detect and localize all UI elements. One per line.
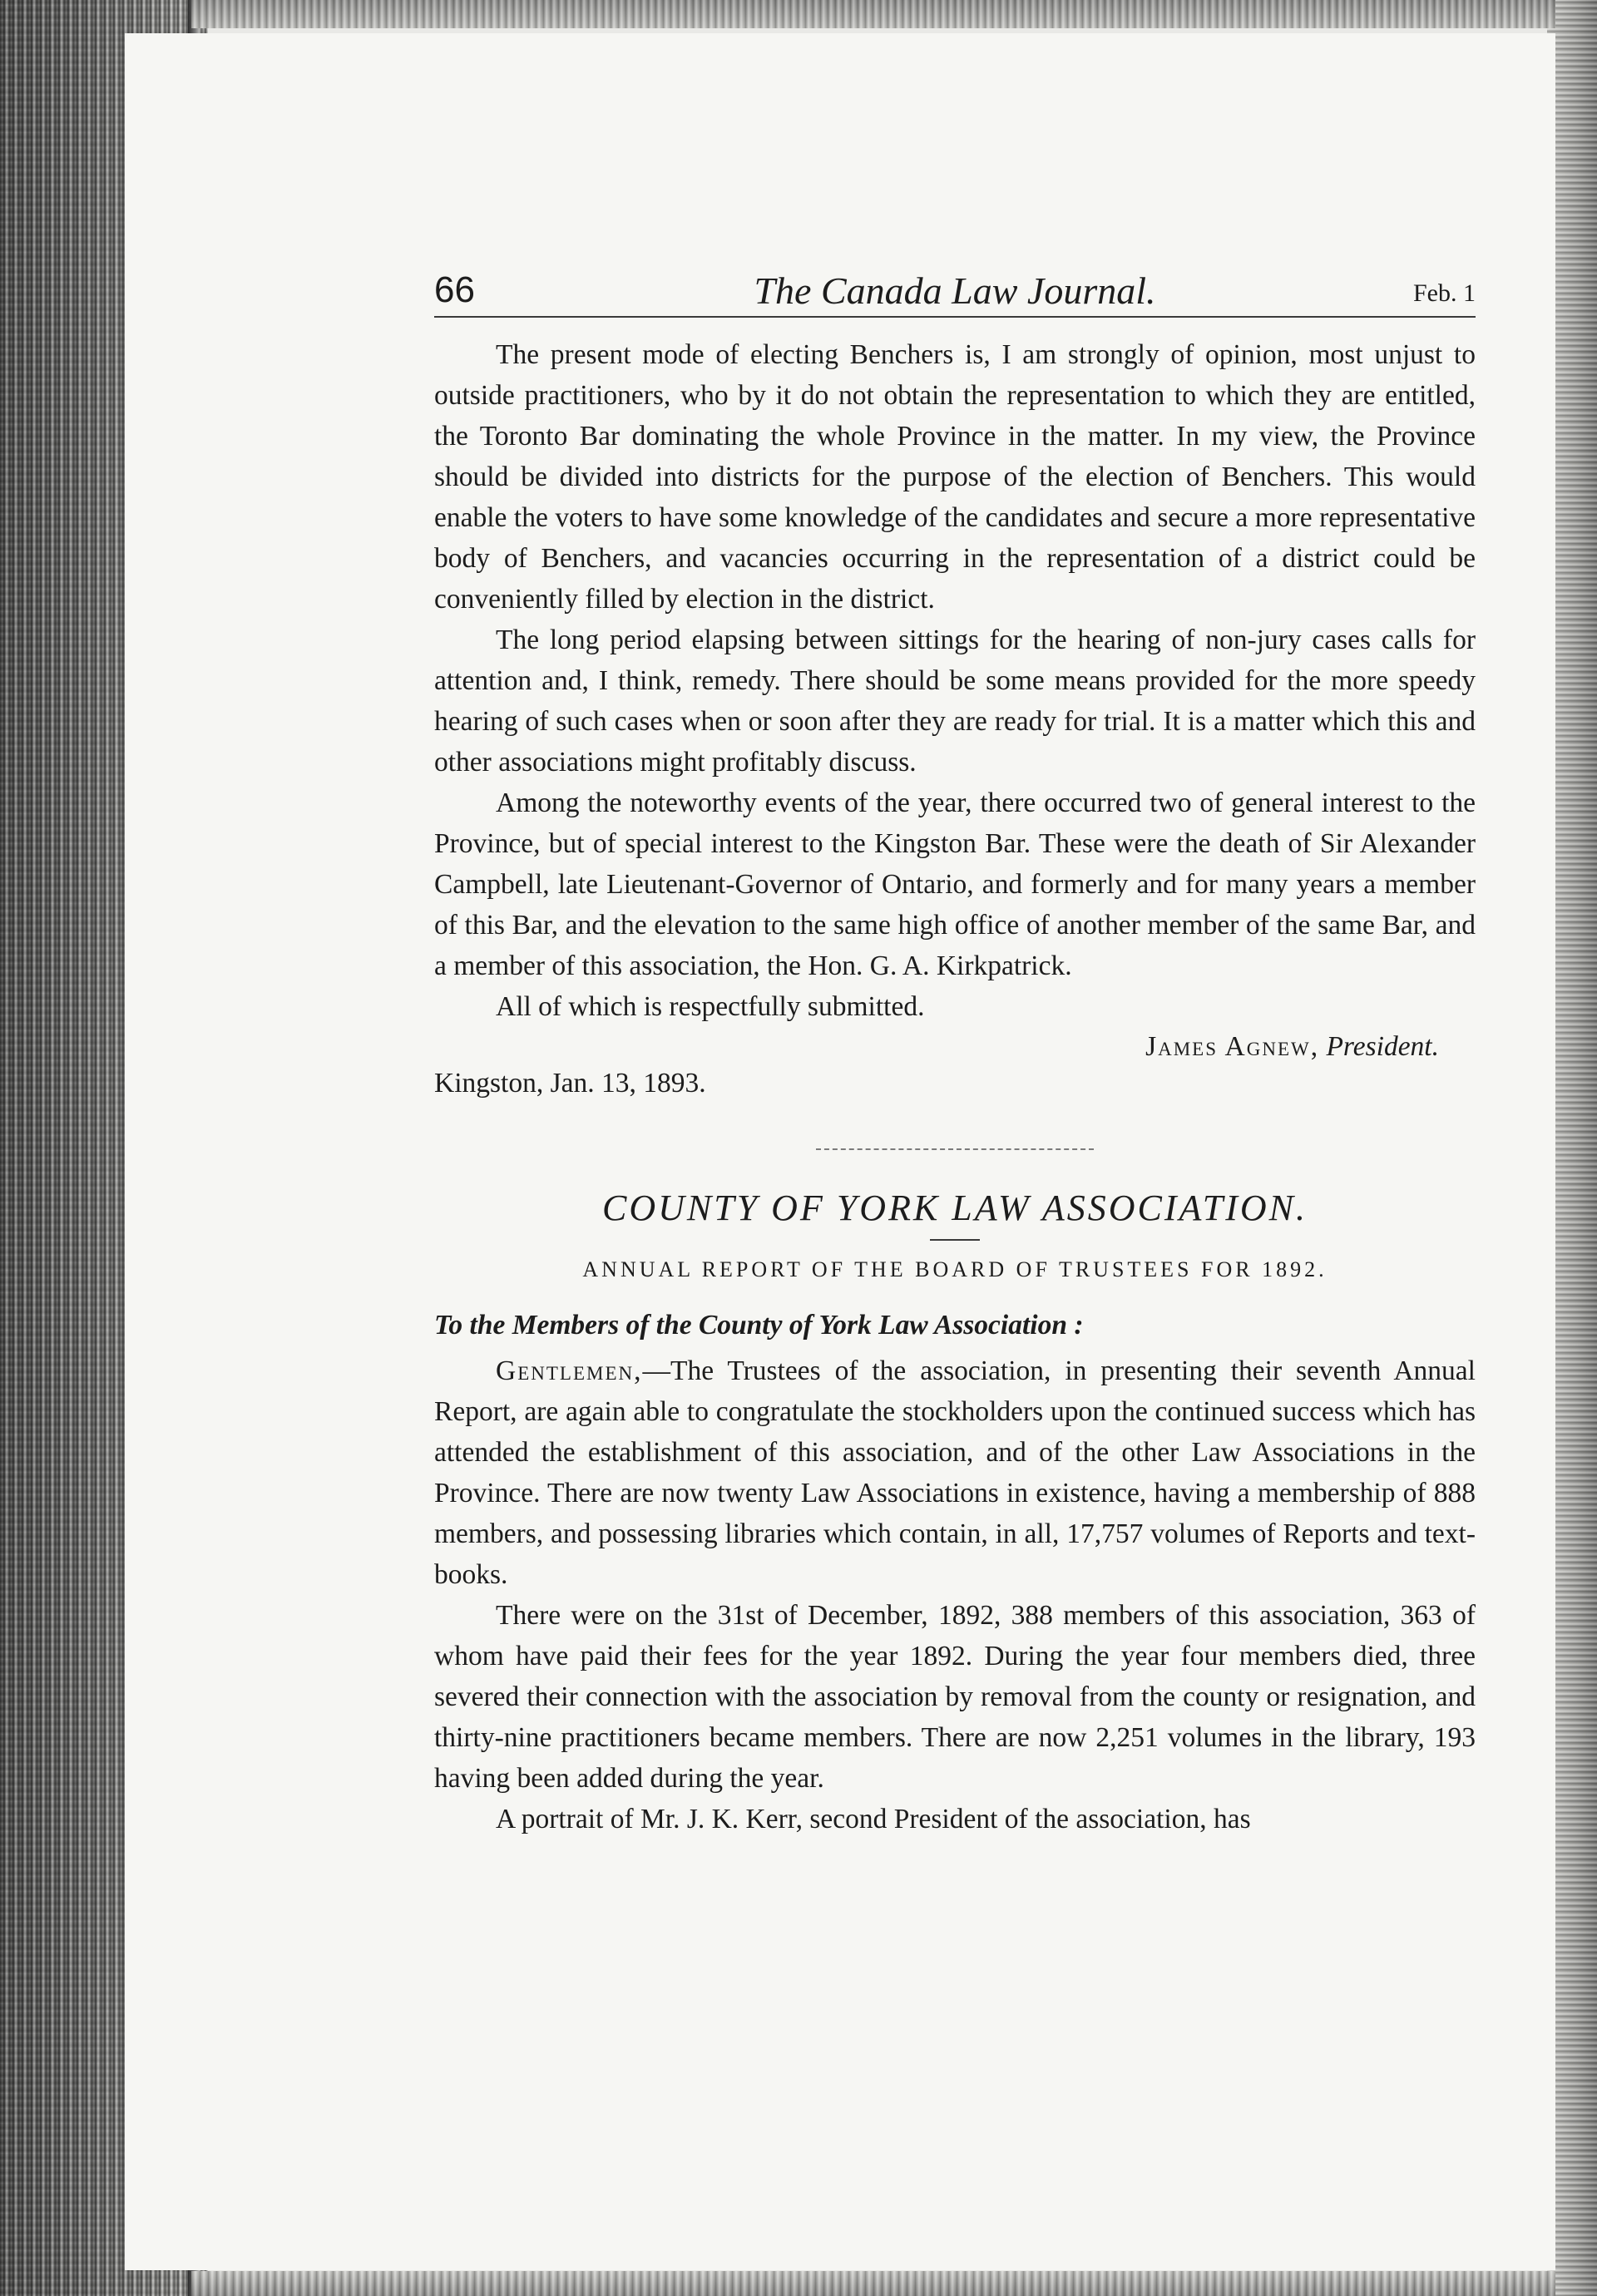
page-number: 66	[434, 269, 475, 310]
report-paragraph: There were on the 31st of December, 1892, 388 members of this association, 363 of whom have paid their fees for the year 1892. During the year four members died, three severed their connection with the association by removal from the county or resignation, and thirty-nine practitioners became members. There are now 2,251 volumes in the library, 193 having been added during the year.	[434, 1600, 1476, 1794]
page-content	[434, 266, 1476, 1839]
journal-title: The Canada Law Journal.	[754, 269, 1156, 312]
page-bottom-edge	[191, 2271, 1555, 2296]
report-paragraph: The long period elapsing between sittings for the hearing of non-jury cases calls for attention and, I think, remedy. There should be some means provided for the more speedy hearing of such cases when or soon after they are ready for trial. It is a matter which this and other associations might profitably discuss.	[434, 625, 1476, 778]
report-paragraph: The present mode of electing Benchers is, I am strongly of opinion, most unjust to outside practitioners, who by it do not obtain the representation to which they are entitled, the Toronto Bar dominating the whole Province in the matter. In my view, the Province should be divided into districts for the purpose of the election of Benchers. This would enable the voters to have some knowledge of the candidates and secure a more representative body of Benchers, and vacancies occurring in the representation of a district could be conveniently filled by election in the district.	[434, 339, 1476, 615]
running-header	[434, 266, 1476, 318]
section-subheading: ANNUAL REPORT OF THE BOARD OF TRUSTEES FOR 1892.	[582, 1257, 1328, 1281]
place-date: Kingston, Jan. 13, 1893.	[434, 1068, 706, 1099]
closing-line: All of which is respectfully submitted.	[496, 991, 925, 1022]
section-separator	[816, 1148, 1094, 1150]
report-paragraph: A portrait of Mr. J. K. Kerr, second President of the association, has	[496, 1804, 1251, 1834]
section-heading: COUNTY OF YORK LAW ASSOCIATION.	[601, 1188, 1308, 1228]
signatory-title: President.	[1326, 1031, 1439, 1062]
issue-date: Feb. 1	[1413, 279, 1476, 307]
report-body	[434, 334, 1476, 1102]
signature	[434, 1029, 1476, 1065]
signatory-name: James Agnew,	[1145, 1031, 1320, 1062]
page-top-edge	[191, 0, 1555, 28]
heading-rule	[930, 1239, 980, 1241]
paragraph-text: —The Trustees of the association, in presenting their seventh Annual Report, are again able to congratulate the stockholders upon the continued success which has attended the establishment of this association, and of the other Law Associations in the Province. There are now twenty Law Associations in existence, having a membership of 888 members, and possessing libraries which contain, in all, 17,757 volumes of Reports and text-books.	[434, 1355, 1476, 1590]
trustees-report-body	[434, 1350, 1476, 1839]
opening-word: Gentlemen,	[496, 1355, 643, 1386]
report-paragraph	[434, 1350, 1476, 1595]
report-paragraph: Among the noteworthy events of the year, there occurred two of general interest to the Province, but of special interest to the Kingston Bar. These were the death of Sir Alexander Campbell, late Lieutenant-Governor of Ontario, and formerly and for many years a member of this Bar, and the elevation to the same high office of another member of the same Bar, and a member of this association, the Hon. G. A. Kirkpatrick.	[434, 788, 1476, 981]
salutation: To the Members of the County of York Law Association :	[434, 1310, 1084, 1341]
